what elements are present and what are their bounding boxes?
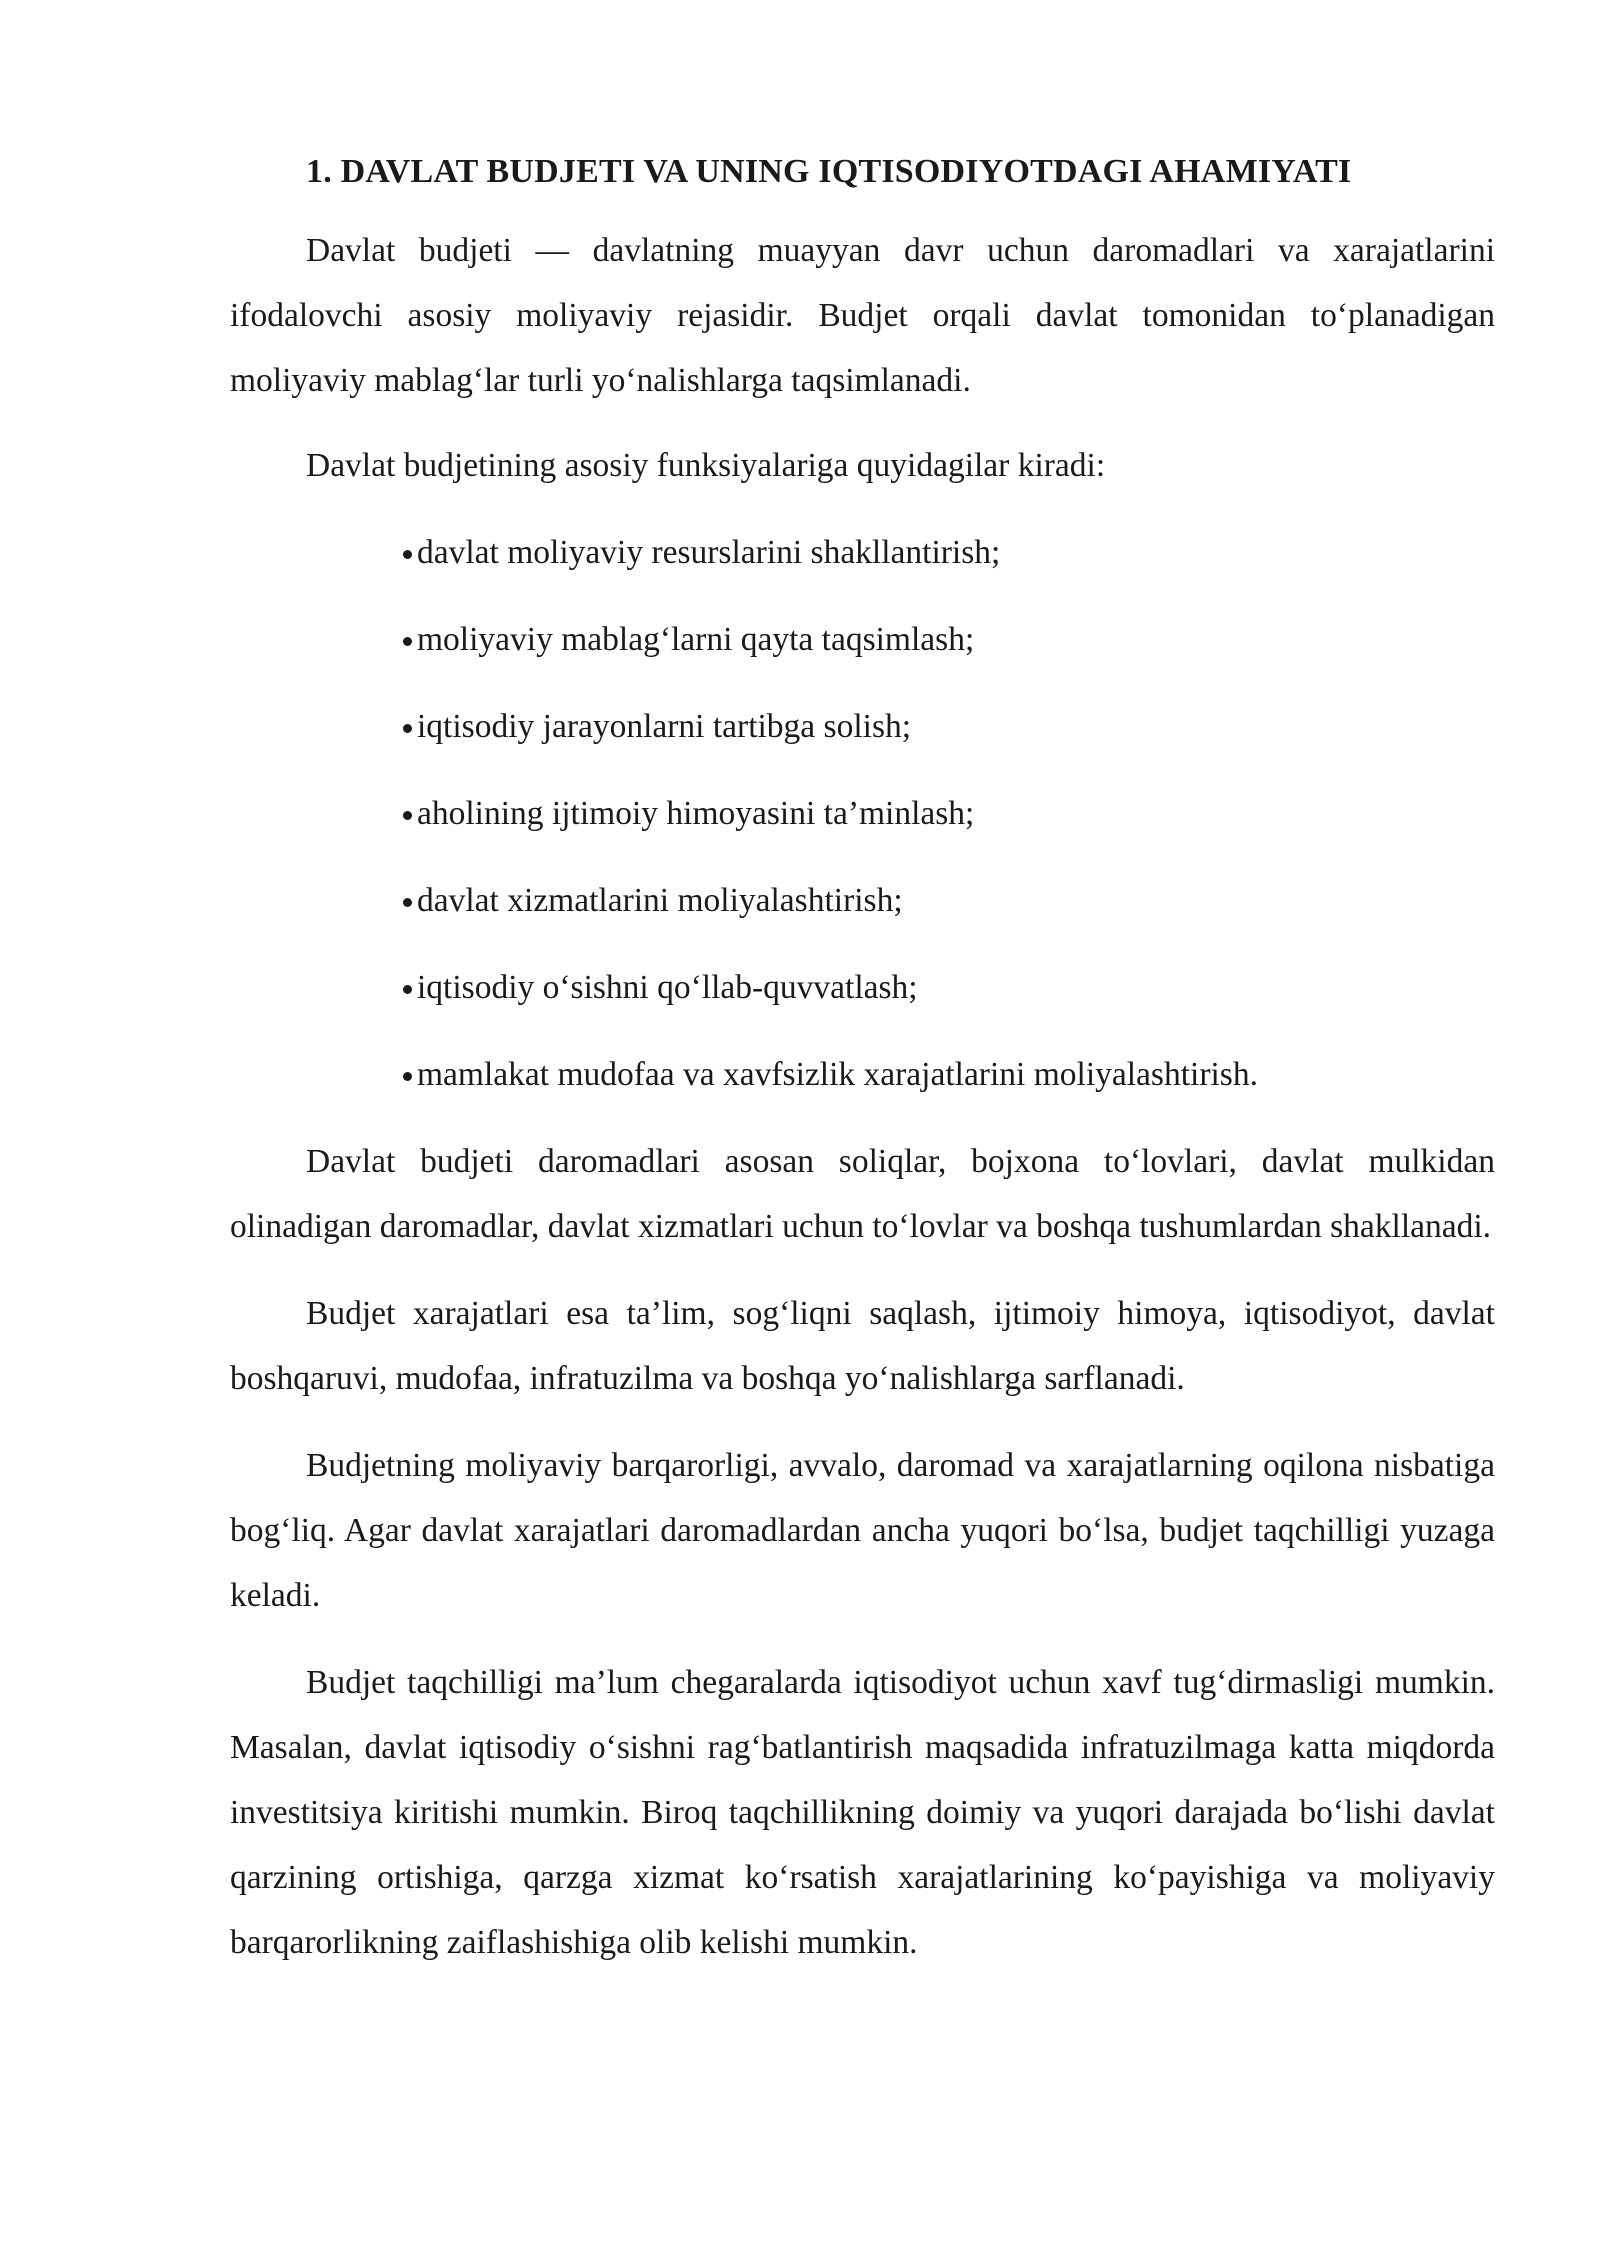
list-item [230, 694, 1495, 759]
revenue-paragraph: Davlat budjeti daromadlari asosan soliqlar, bojxona to‘lovlari, davlat mulkidan olinadigan daromadlar, davlat xizmatlari uchun to‘lovlar va boshqa tushumlardan shakllanadi. [230, 1143, 1495, 1245]
list-item-text: iqtisodiy o‘sishni qo‘llab-quvvatlash; [417, 969, 918, 1006]
functions-list [230, 520, 1495, 1107]
list-item-text: davlat xizmatlarini moliyalashtirish; [417, 882, 903, 919]
list-item-text: davlat moliyaviy resurslarini shakllantirish; [417, 534, 1001, 571]
section-heading: 1. DAVLAT BUDJETI VA UNING IQTISODIYOTDAGI AHAMIYATI [306, 153, 1352, 190]
bullet-icon [403, 811, 412, 820]
list-item [230, 955, 1495, 1020]
bullet-icon [403, 637, 412, 646]
list-item-text: moliyaviy mablag‘larni qayta taqsimlash; [417, 621, 975, 658]
bullet-icon [403, 550, 412, 559]
list-item-text: iqtisodiy jarayonlarni tartibga solish; [417, 708, 912, 745]
list-item [230, 781, 1495, 846]
bullet-icon [403, 724, 412, 733]
bullet-icon [403, 898, 412, 907]
expenditure-paragraph: Budjet xarajatlari esa ta’lim, sog‘liqni saqlash, ijtimoiy himoya, iqtisodiyot, davlat boshqaruvi, mudofaa, infratuzilma va boshqa yo‘nalishlarga sarflanadi. [230, 1295, 1495, 1397]
bullet-icon [403, 1072, 412, 1081]
list-item [230, 607, 1495, 672]
list-item-text: mamlakat mudofaa va xavfsizlik xarajatlarini moliyalashtirish. [417, 1056, 1258, 1093]
list-item-text: aholining ijtimoiy himoyasini ta’minlash; [417, 795, 975, 832]
list-item [230, 1042, 1495, 1107]
functions-intro: Davlat budjetining asosiy funksiyalariga quyidagilar kiradi: [306, 447, 1106, 484]
deficit-paragraph: Budjet taqchilligi ma’lum chegaralarda iqtisodiyot uchun xavf tug‘dirmasligi mumkin. Masalan, davlat iqtisodiy o‘sishni rag‘batlantirish maqsadida infratuzilmaga katta miqdorda investitsiya kiritishi mumkin. Biroq taqchillikning doimiy va yuqori darajada bo‘lishi davlat qarzining ortishiga, qarzga xizmat ko‘rsatish xarajatlarining ko‘payishiga va moliyaviy barqarorlikning zaiflashishiga olib kelishi mumkin. [230, 1664, 1495, 1961]
document-page [230, 150, 1495, 1997]
list-item [230, 868, 1495, 933]
intro-paragraph: Davlat budjeti — davlatning muayyan davr uchun daromadlari va xarajatlarini ifodalovchi asosiy moliyaviy rejasidir. Budjet orqali davlat tomonidan to‘planadigan moliyaviy mablag‘lar turli yo‘nalishlarga taqsimlanadi. [230, 232, 1495, 399]
list-item [230, 520, 1495, 585]
bullet-icon [403, 985, 412, 994]
stability-paragraph: Budjetning moliyaviy barqarorligi, avvalo, daromad va xarajatlarning oqilona nisbatiga bog‘liq. Agar davlat xarajatlari daromadlardan ancha yuqori bo‘lsa, budjet taqchilligi yuzaga keladi. [230, 1447, 1495, 1614]
